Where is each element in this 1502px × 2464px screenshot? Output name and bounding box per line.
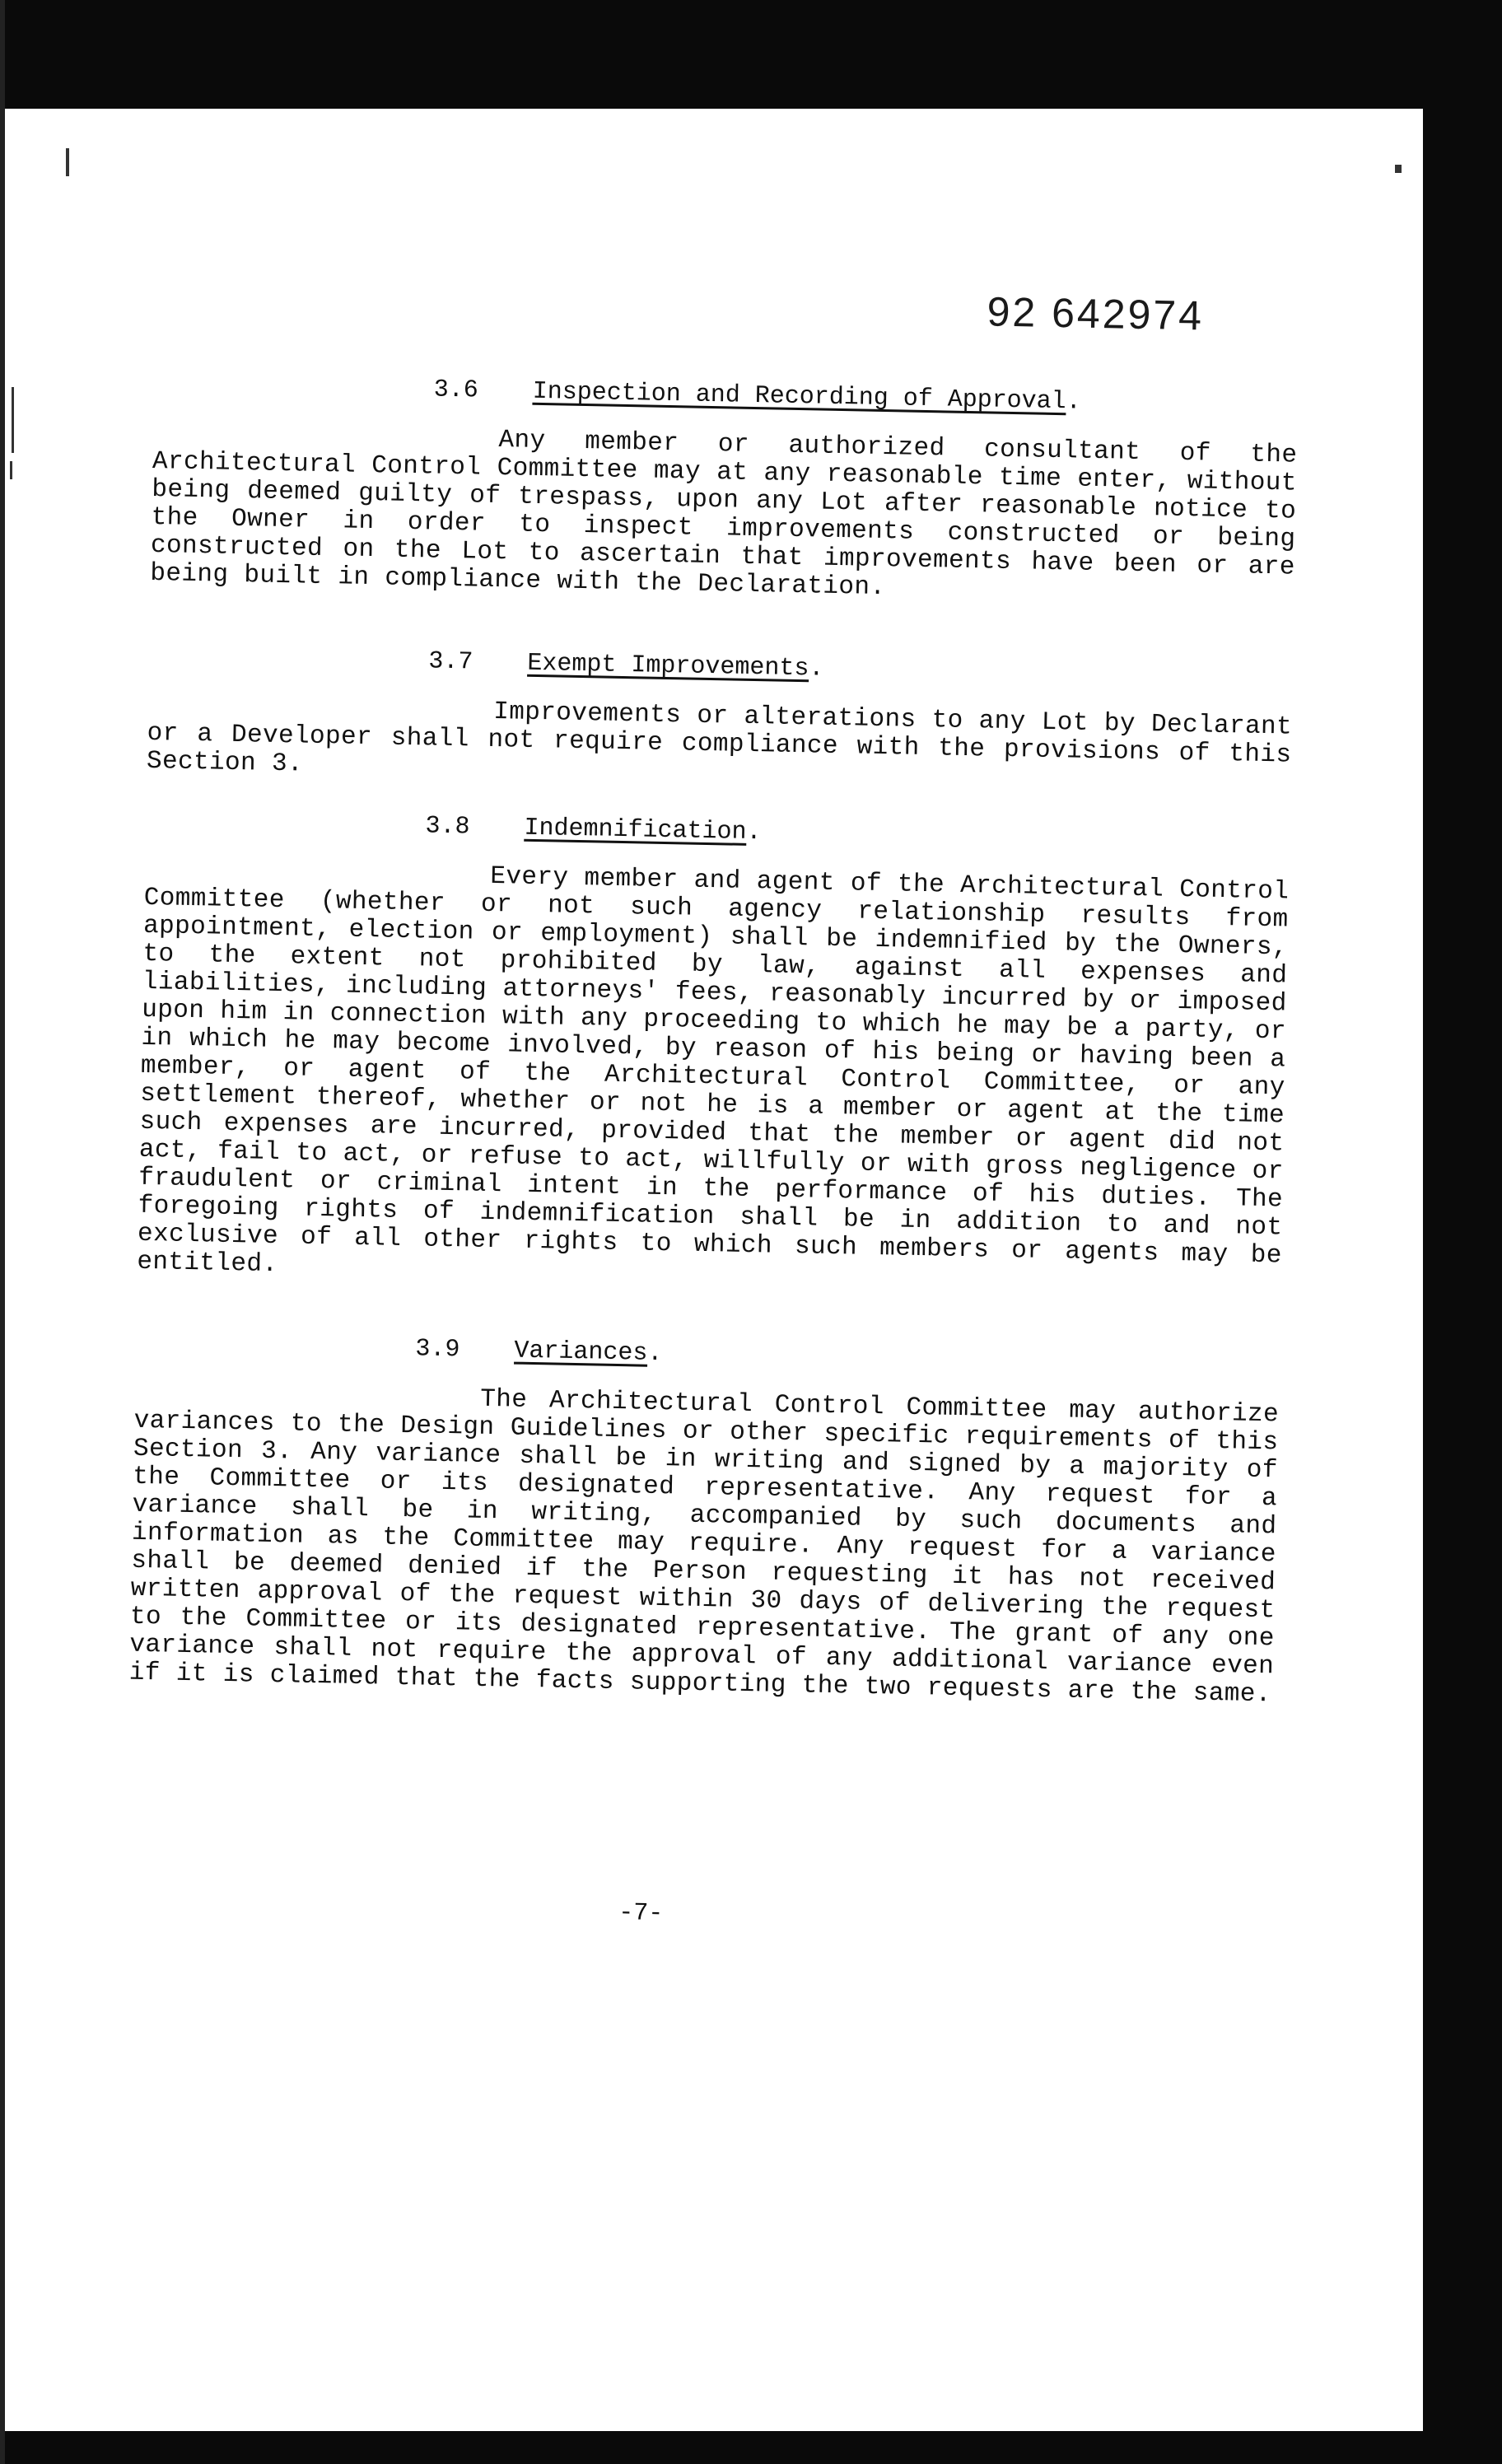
section-heading: 3.7 Exempt Improvements.: [428, 647, 824, 684]
section-body: Any member or authorized consultant of the Architectural Control Committee may at any reasonable time enter, without being deemed guilty of trespass, upon any Lot after reasonable notice to the Owner in order to inspect improvements constructed or being constructed on the Lot to ascertain that improvements have been or are being built in compliance with the Declaration.: [150, 426, 1298, 603]
scan-speck: [10, 461, 12, 479]
scan-border-right: [1423, 0, 1502, 2464]
scan-border-top: [0, 0, 1502, 109]
section-heading: 3.6 Inspection and Recording of Approval.: [433, 376, 1082, 417]
scan-border-left: [0, 0, 5, 2464]
document-number: 92 642974: [987, 288, 1205, 339]
section-heading: 3.9 Variances.: [415, 1335, 663, 1369]
section-number: 3.8: [425, 812, 470, 842]
section-3-6: [150, 371, 1299, 610]
section-title: Variances: [514, 1337, 648, 1368]
section-number: 3.9: [415, 1335, 460, 1365]
scan-speck: [66, 148, 69, 176]
section-3-8: [137, 807, 1290, 1299]
section-3-7: [147, 642, 1294, 798]
section-number: 3.6: [433, 376, 479, 405]
scan-speck: [12, 387, 14, 453]
scan-speck: [1395, 165, 1402, 173]
section-3-9: [128, 1330, 1280, 1710]
section-body: The Architectural Control Committee may authorize variances to the Design Guidelines or other specific requirements of this Section 3. Any variance shall be in writing and signed by a majority of the Committee or its designated representative. Any request for a variance shall be in writing, accompanied by such documents and information as the Committee may require. Any request for a variance shall be deemed denied if the Person requesting it has not received written approval of the request within 30 days of delivering the request to the Committee or its designated representative. The grant of any one variance shall not require the approval of any additional variance even if it is claimed that the facts supporting the two requests are the same.: [128, 1384, 1280, 1710]
section-title: Indemnification: [524, 814, 747, 847]
section-heading: 3.8 Indemnification.: [425, 812, 762, 847]
document-page: [128, 247, 1301, 1929]
section-body: Every member and agent of the Architectural Control Committee (whether or not such agency relationship results from appointment, election or employment) shall be indemnified by the Owners, to the extent not prohibited by law, against all expenses and liabilities, including attorneys' fees, reasonably incurred by or imposed upon him in connection with any proceeding to which he may be a party, or in which he may become involved, by reason of his being or having been a member, or agent of the Architectural Control Committee, or any settlement thereof, whether or not he is a member or agent at the time such expenses are incurred, provided that the member or agent did not act, fail to act, or refuse to act, willfully or with gross negligence or fraudulent or criminal intent in the performance of his duties. The foregoing rights of indemnification shall be in addition to and not exclusive of all other rights to which such members or agents may be entitled.: [137, 861, 1290, 1280]
section-body: Improvements or alterations to any Lot by Declarant or a Developer shall not require compliance with the provisions of this Section 3.: [146, 697, 1293, 779]
scan-border-bottom: [0, 2431, 1502, 2464]
section-title: Exempt Improvements: [527, 649, 809, 684]
section-number: 3.7: [428, 647, 473, 677]
page-number: -7-: [618, 1899, 664, 1929]
section-title: Inspection and Recording of Approval: [532, 377, 1067, 417]
